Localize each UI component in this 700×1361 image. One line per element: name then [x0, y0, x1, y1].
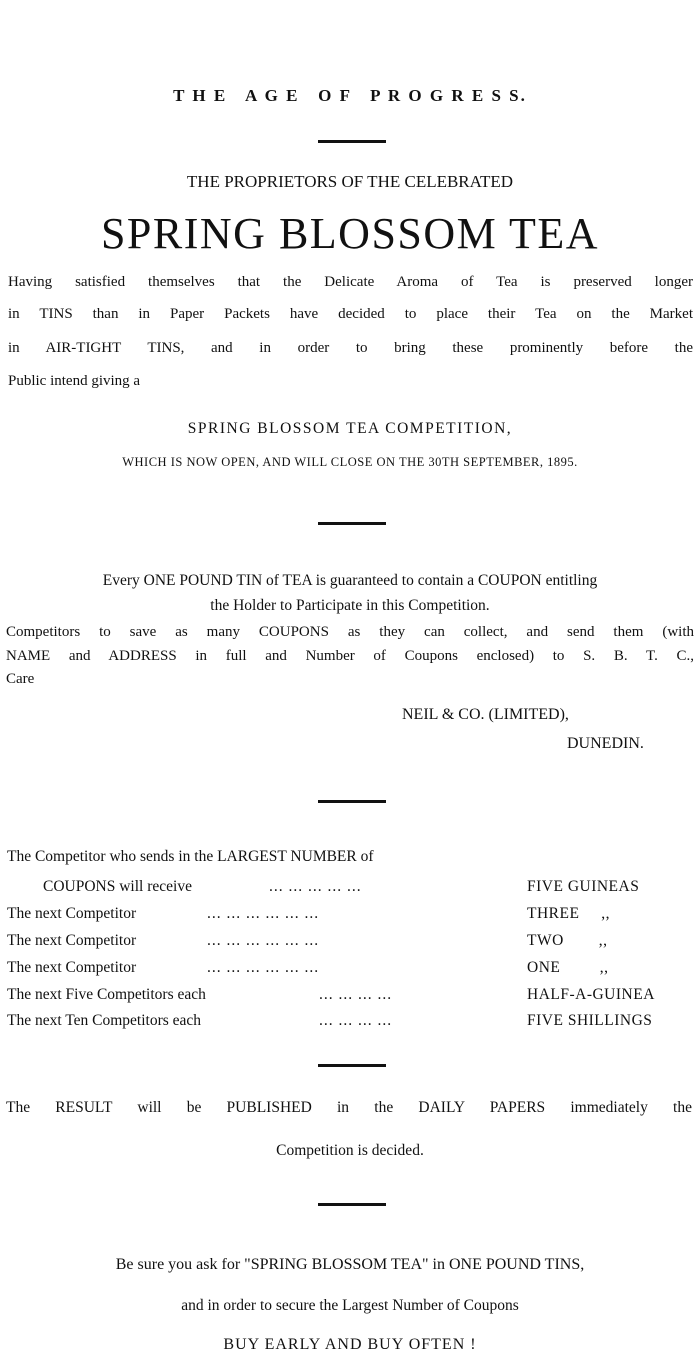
intro-line: Public intend giving a: [8, 373, 141, 389]
coupon-guarantee-line: Every ONE POUND TIN of TEA is guaranteed to contain a COUPON entitling: [102, 572, 598, 589]
prize-recipient: COUPONS will receive: [43, 878, 192, 895]
company-city: DUNEDIN.: [567, 735, 644, 752]
instructions-line: NAME and ADDRESS in full and Number of Coupons enclosed) to S. B. T. C.,: [6, 648, 694, 664]
coupon-guarantee-line: the Holder to Participate in this Competition.: [210, 597, 490, 614]
prize-amount: TWO ,,: [527, 932, 608, 949]
prize-row: [7, 932, 697, 956]
prize-recipient: The next Competitor: [7, 959, 137, 976]
prize-amount: FIVE SHILLINGS: [527, 1012, 653, 1029]
prize-leader-dots: ... ... ... ...: [319, 1012, 393, 1029]
prize-leader-dots: ... ... ... ... ... ...: [207, 959, 320, 976]
prize-amount: THREE ,,: [527, 905, 611, 922]
prize-recipient: The next Five Competitors each: [7, 986, 206, 1003]
closing-slogan: BUY EARLY AND BUY OFTEN !: [223, 1336, 477, 1353]
prizes-lead-line: The Competitor who sends in the LARGEST NUMBER of: [7, 848, 374, 865]
prize-row: [7, 986, 697, 1010]
prize-recipient: The next Ten Competitors each: [7, 1012, 202, 1029]
result-line: Competition is decided.: [276, 1142, 424, 1159]
prize-row: [7, 959, 697, 983]
intro-line: Having satisfied themselves that the Delicate Aroma of Tea is preserved longer: [8, 274, 693, 290]
prize-row: [7, 878, 697, 902]
divider-rule: [318, 1203, 386, 1206]
company-name: NEIL & CO. (LIMITED),: [402, 706, 569, 723]
prize-leader-dots: ... ... ... ... ...: [269, 878, 362, 895]
instructions-line: Care: [6, 671, 35, 687]
brand-title: SPRING BLOSSOM TEA: [100, 209, 600, 258]
instructions-line: Competitors to save as many COUPONS as they can collect, and send them (with: [6, 624, 694, 640]
divider-rule: [318, 140, 386, 143]
prize-row: [7, 905, 697, 929]
closing-line: Be sure you ask for "SPRING BLOSSOM TEA" in ONE POUND TINS,: [115, 1256, 585, 1273]
competition-name: SPRING BLOSSOM TEA COMPETITION,: [187, 420, 513, 437]
age-of-progress-heading: T H E A G E O F P R O G R E S S.: [173, 86, 527, 105]
divider-rule: [318, 1064, 386, 1067]
prize-leader-dots: ... ... ... ...: [319, 986, 393, 1003]
prize-recipient: The next Competitor: [7, 905, 137, 922]
intro-line: in AIR-TIGHT TINS, and in order to bring these prominently before the: [8, 340, 693, 356]
prize-recipient: The next Competitor: [7, 932, 137, 949]
result-line: The RESULT will be PUBLISHED in the DAILY PAPERS immediately the: [6, 1099, 692, 1116]
prize-amount: ONE ,,: [527, 959, 609, 976]
divider-rule: [318, 800, 386, 803]
prize-row: [7, 1012, 697, 1036]
divider-rule: [318, 522, 386, 525]
closing-line: and in order to secure the Largest Number of Coupons: [181, 1297, 519, 1314]
proprietors-line: THE PROPRIETORS OF THE CELEBRATED: [186, 172, 514, 191]
prize-leader-dots: ... ... ... ... ... ...: [207, 932, 320, 949]
prize-leader-dots: ... ... ... ... ... ...: [207, 905, 320, 922]
open-close-notice: WHICH IS NOW OPEN, AND WILL CLOSE ON THE 30TH SEPTEMBER, 1895.: [122, 455, 578, 469]
prize-amount: HALF-A-GUINEA: [527, 986, 655, 1003]
prize-amount: FIVE GUINEAS: [527, 878, 640, 895]
intro-line: in TINS than in Paper Packets have decided to place their Tea on the Market: [8, 306, 693, 322]
